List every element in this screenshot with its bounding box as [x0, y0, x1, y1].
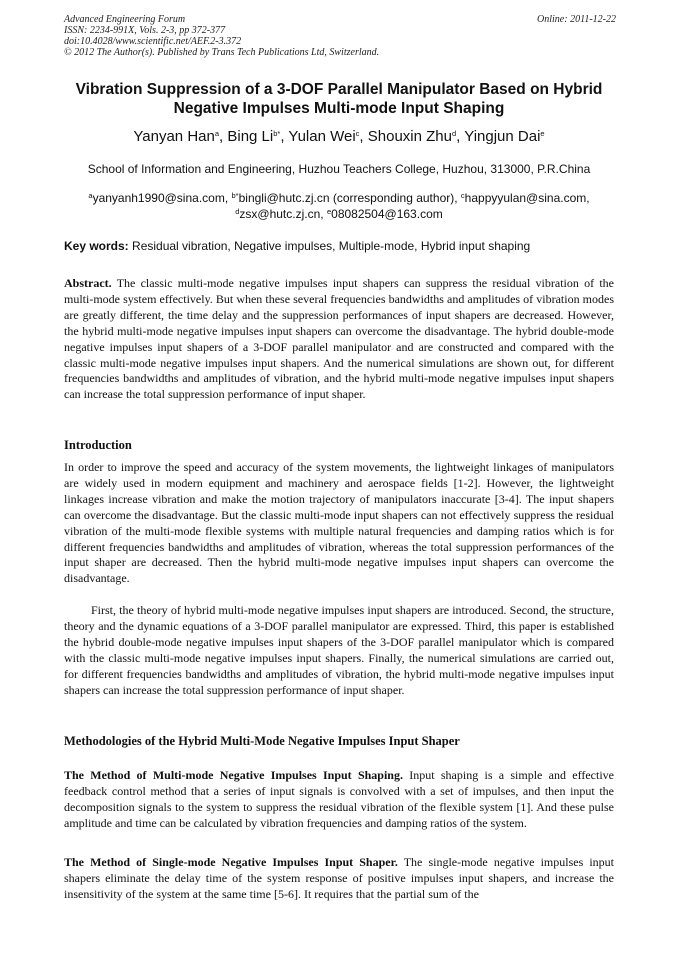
journal-name: Advanced Engineering Forum [64, 14, 186, 25]
abstract-label: Abstract. [64, 276, 112, 290]
journal-header [64, 14, 616, 58]
email-link[interactable]: yanyanh1990@sina.com, [92, 191, 229, 205]
subsection-label: The Method of Single-mode Negative Impulses Input Shaper. [64, 855, 398, 869]
author-name: Bing Li [227, 128, 274, 145]
keywords-text: Residual vibration, Negative impulses, Multiple-mode, Hybrid input shaping [132, 239, 531, 253]
paragraph-text: The single-mode negative impulses input shapers eliminate the delay time of the system response of positive impulses input shapers, and increase the insensitivity of the system at the same time [5-6]. It requires that the partial sum of the [64, 855, 614, 901]
subsection-label: The Method of Multi-mode Negative Impulses Input Shaping. [64, 768, 403, 782]
paragraph-text: In order to improve the speed and accuracy of the system movements, the lightweight linkages of manipulators are widely used in modern equipment and machinery and aerospace fields [1-2]. However, the lightweight linkages increase vibration and make the motion trajectory of manipulators inaccurate [3-4]. The input shapers can overcome the disadvantage. But the classic multi-mode input shapers can not effectively suppress the residual vibration of the multi-mode flexible systems with multiple natural frequencies and damping ratios which is for different frequencies bandwidths and amplitudes of vibration, whereas the total suppression performances of the input shaper are decreased. Then the hybrid multi-mode negative impulses input shapers can overcome the disadvantage. [64, 460, 614, 586]
author-emails [40, 191, 638, 222]
introduction-paragraph-2 [64, 603, 614, 698]
author-sup: b* [273, 129, 281, 138]
author-name: Shouxin Zhu [367, 128, 452, 145]
email-link[interactable]: zsx@hutc.zj.cn, [239, 206, 324, 221]
abstract-text: The classic multi-mode negative impulses input shapers can suppress the residual vibration of the multi-mode system effectively. But when these several frequencies bandwidths and amplitudes of vibration modes are greatly different, the time delay and the suppression performances of input shapers are decreased. However, the hybrid multi-mode negative impulses input shapers can overcome the disadvantage. The hybrid double-mode negative impulses input shapers of a 3-DOF parallel manipulator and are constructed and compared with the classic multi-mode negative impulses input shapers. And the numerical simulations are shown out, for different frequencies bandwidths and amplitudes of vibration, and the hybrid multi-mode negative impulses input shapers can increase the total suppression performance of input shaper. [64, 276, 614, 402]
paragraph-text: Input shaping is a simple and effective feedback control method that a series of input signals is convolved with a set of impulses, and then input the decomposition signals to the system to suppress the residual vibration of the flexible system [1]. And these pulse amplitude and time can be calculated by vibration frequencies and damping ratios of the system. [64, 768, 615, 830]
author-sup: c [355, 129, 360, 138]
email-sup: a [88, 191, 93, 200]
method-single-mode-paragraph [64, 855, 614, 903]
keywords [64, 239, 616, 254]
author-name: Yanyan Han [133, 128, 215, 145]
author-sup: e [540, 129, 545, 138]
author-name: Yulan Wei [288, 128, 356, 145]
introduction-heading: Introduction [64, 438, 132, 452]
copyright-line: © 2012 The Author(s). Published by Trans Tech Publications Ltd, Switzerland. [64, 47, 380, 58]
email-sup: d [235, 206, 240, 216]
affiliation: School of Information and Engineering, Huzhou Teachers College, Huzhou, 313000, P.R.China [87, 162, 591, 176]
email-link[interactable]: happyyulan@sina.com, [464, 191, 590, 205]
email-link[interactable]: 08082504@163.com [331, 206, 443, 221]
paper-title [40, 80, 638, 118]
email-sup: c [460, 191, 465, 200]
doi-line[interactable]: doi:10.4028/www.scientific.net/AEF.2-3.372 [64, 36, 242, 47]
title-line-2: Negative Impulses Multi-mode Input Shaping [173, 100, 505, 117]
title-line-1: Vibration Suppression of a 3-DOF Parallel Manipulator Based on Hybrid [75, 81, 603, 98]
author-list: Yanyan Han$^a$, Bing $Li^{b*}$, Yulan Wei$^c$, Shouxin Zhu$^d$, Yingjun Dai$^e$ [133, 128, 545, 145]
issn-line: ISSN: 2234-991X, Vols. 2-3, pp 372-377 [64, 25, 226, 36]
paragraph-text: First, the theory of hybrid multi-mode negative impulses input shapers are introduced. Second, the structure, theory and the dynamic equations of a 3-DOF parallel manipulator are expressed. Third, this paper is established the hybrid double-mode negative impulses input shapers of the 3-DOF parallel manipulator which is compared with the classic multi-mode negative impulses input shapers. Finally, the numerical simulations are carried out, for different frequencies bandwidths and amplitudes of vibration, the hybrid multi-mode negative impulses input shapers can increase the total suppression performance of input shaper. [64, 603, 614, 697]
method-multi-mode-paragraph [64, 768, 614, 832]
keywords-label: Key words: [64, 239, 129, 253]
online-date: Online: 2011-12-22 [537, 14, 616, 25]
author-name: Yingjun Dai [464, 128, 541, 145]
email-sup: e [326, 206, 332, 216]
email-sup: b* [231, 191, 239, 200]
methodologies-heading: Methodologies of the Hybrid Multi-Mode Negative Impulses Input Shaper [64, 734, 460, 748]
abstract [64, 276, 614, 403]
introduction-paragraph-1 [64, 460, 614, 587]
email-link[interactable]: bingli@hutc.zj.cn (corresponding author), [238, 191, 458, 205]
author-sup: a [214, 129, 220, 138]
author-sup: d [452, 129, 457, 138]
